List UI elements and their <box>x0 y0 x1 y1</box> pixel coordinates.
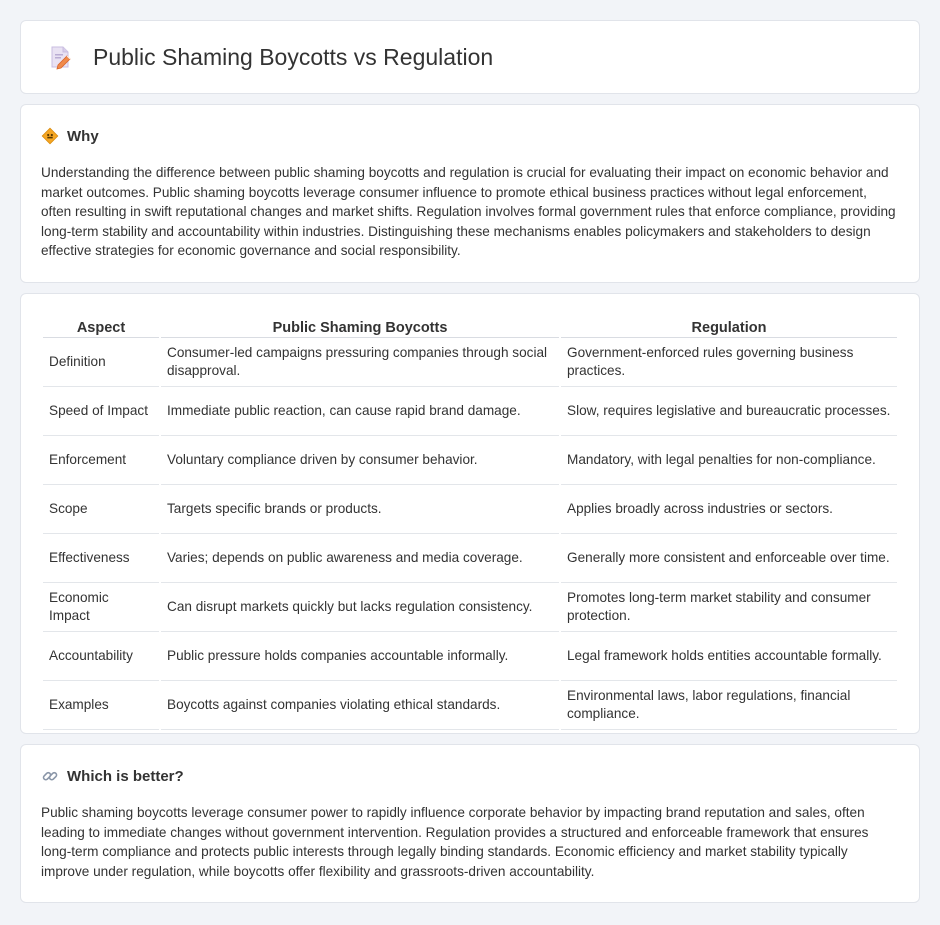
cell-boycotts: Consumer-led campaigns pressuring companies through social disapproval. <box>161 338 559 387</box>
cell-boycotts: Immediate public reaction, can cause rapid brand damage. <box>161 387 559 436</box>
table-header-row <box>43 314 897 338</box>
link-icon <box>41 767 59 785</box>
cell-aspect: Definition <box>43 338 159 387</box>
table-row <box>43 338 897 387</box>
why-heading-label: Why <box>67 127 99 145</box>
cell-boycotts: Public pressure holds companies accountable informally. <box>161 632 559 681</box>
page-title: Public Shaming Boycotts vs Regulation <box>93 43 494 70</box>
cell-regulation: Legal framework holds entities accountable formally. <box>561 632 897 681</box>
cell-regulation: Promotes long-term market stability and consumer protection. <box>561 583 897 632</box>
cell-regulation: Environmental laws, labor regulations, financial compliance. <box>561 681 897 730</box>
better-text: Public shaming boycotts leverage consumer power to rapidly influence corporate behavior by impacting brand reputation and sales, often leading to immediate changes without government intervention. Regulation provides a structured and enforceable framework that ensures long-term compliance and protects public interests through legally binding standards. Economic efficiency and market stability typically improve under regulation, while boycotts offer flexibility and grassroots-driven accountability. <box>41 805 869 879</box>
better-heading-label: Which is better? <box>67 767 184 785</box>
column-header-regulation: Regulation <box>561 314 897 338</box>
table-row <box>43 632 897 681</box>
cell-aspect: Examples <box>43 681 159 730</box>
cell-aspect: Effectiveness <box>43 534 159 583</box>
cell-regulation: Slow, requires legislative and bureaucratic processes. <box>561 387 897 436</box>
cell-regulation: Government-enforced rules governing business practices. <box>561 338 897 387</box>
cell-aspect: Scope <box>43 485 159 534</box>
cell-boycotts: Boycotts against companies violating ethical standards. <box>161 681 559 730</box>
column-header-boycotts: Public Shaming Boycotts <box>161 314 559 338</box>
header-card <box>20 20 920 94</box>
comparison-table <box>41 314 899 730</box>
cell-boycotts: Varies; depends on public awareness and media coverage. <box>161 534 559 583</box>
cell-aspect: Enforcement <box>43 436 159 485</box>
why-text: Understanding the difference between public shaming boycotts and regulation is crucial for evaluating their impact on economic behavior and market outcomes. Public shaming boycotts leverage consumer influence to promote ethical business practices without legal enforcement, often resulting in swift reputational changes and market shifts. Regulation involves formal government rules that enforce compliance, providing long-term stability and accountability within industries. Distinguishing these mechanisms enables policymakers and stakeholders to design effective strategies for economic governance and social responsibility. <box>41 165 896 259</box>
table-row <box>43 485 897 534</box>
comparison-table-card <box>20 293 920 734</box>
cell-boycotts: Can disrupt markets quickly but lacks regulation consistency. <box>161 583 559 632</box>
table-row <box>43 387 897 436</box>
cell-aspect: Economic Impact <box>43 583 159 632</box>
cell-boycotts: Targets specific brands or products. <box>161 485 559 534</box>
why-heading <box>41 127 899 145</box>
diamond-sign-icon <box>41 127 59 145</box>
which-is-better-section <box>20 744 920 903</box>
better-heading <box>41 767 899 785</box>
cell-aspect: Accountability <box>43 632 159 681</box>
table-row <box>43 583 897 632</box>
column-header-aspect: Aspect <box>43 314 159 338</box>
table-row <box>43 681 897 730</box>
document-edit-icon <box>47 44 73 70</box>
cell-regulation: Mandatory, with legal penalties for non-compliance. <box>561 436 897 485</box>
why-section <box>20 104 920 283</box>
cell-regulation: Generally more consistent and enforceable over time. <box>561 534 897 583</box>
cell-boycotts: Voluntary compliance driven by consumer behavior. <box>161 436 559 485</box>
cell-aspect: Speed of Impact <box>43 387 159 436</box>
table-row <box>43 436 897 485</box>
cell-regulation: Applies broadly across industries or sectors. <box>561 485 897 534</box>
table-row <box>43 534 897 583</box>
